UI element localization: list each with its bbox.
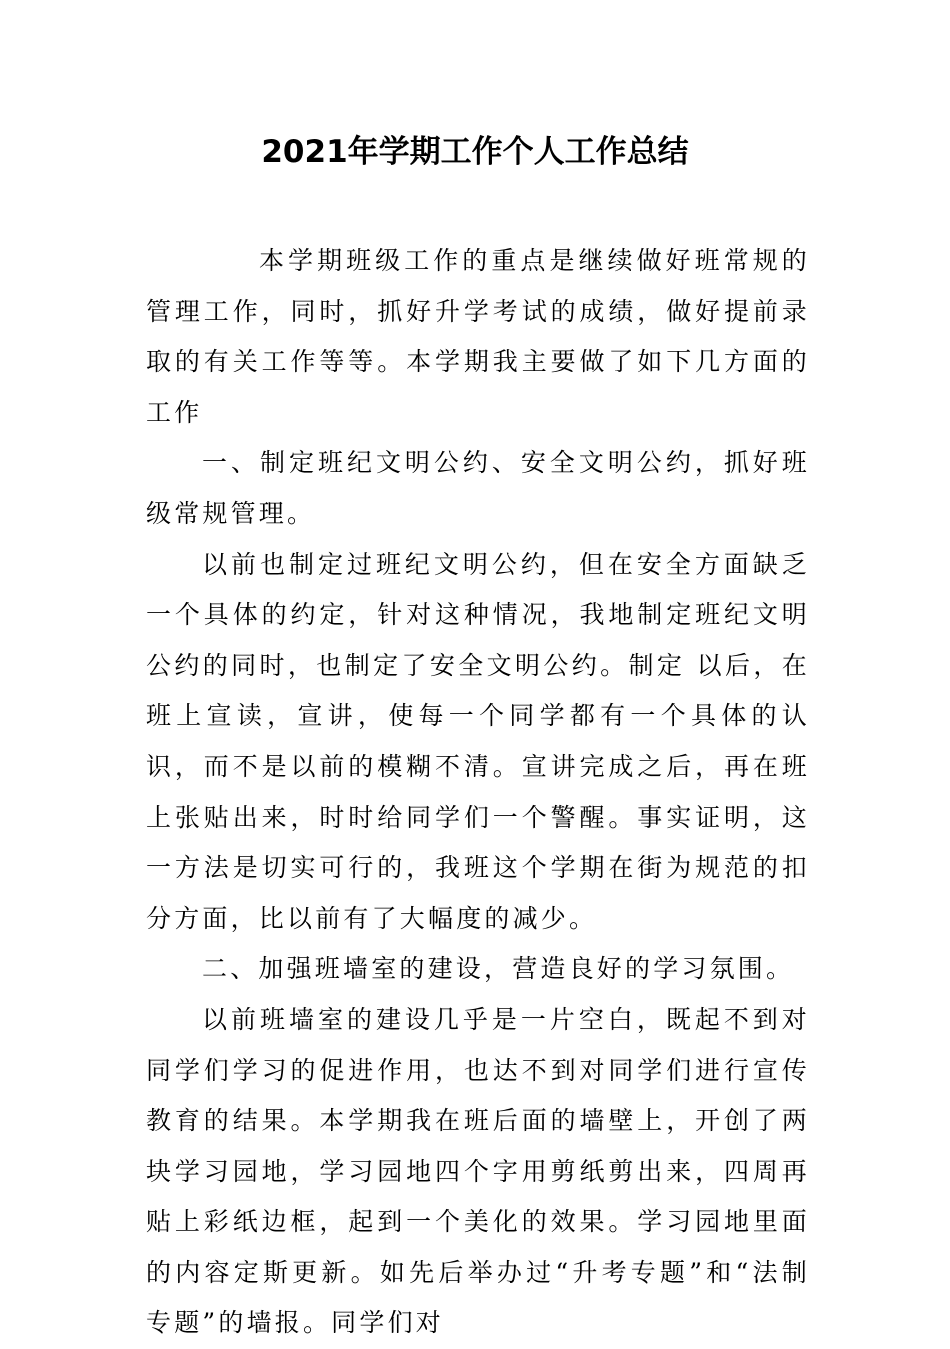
paragraph-section-2: 以前班墙室的建设几乎是一片空白，既起不到对同学们学习的促进作用，也达不到对同学们进行宣传教育的结果。本学期我在班后面的墙壁上，开创了两块学习园地，学习园地四个字用剪纸剪出来，四周再贴上彩纸边框，起到一个美化的效果。学习园地里面的内容定斯更新。如先后举办过“升考专题”和“法制专题”的墙报。同学们对 [146, 1004, 810, 1338]
paragraph-section-1: 以前也制定过班纪文明公约，但在安全方面缺乏一个具体的约定，针对这种情况，我地制定班纪文明公约的同时，也制定了安全文明公约。制定 以后，在班上宣读，宣讲，使每一个同学都有一个具体的认识，而不是以前的模糊不清。宣讲完成之后，再在班上张贴出来，时时给同学们一个警醒。事实证明，这一方法是切实可行的，我班这个学期在街为规范的扣分方面，比以前有了大幅度的减少。 [146, 549, 810, 933]
document-body [146, 236, 810, 1349]
paragraph-intro: 本学期班级工作的重点是继续做好班常规的管理工作，同时，抓好升学考试的成绩，做好提前录取的有关工作等等。本学期我主要做了如下几方面的工作 [146, 246, 810, 427]
section-heading-1: 一、制定班纪文明公约、安全文明公约，抓好班级常规管理。 [146, 448, 810, 528]
document-title: 2021年学期工作个人工作总结 [261, 134, 689, 170]
section-heading-2: 二、加强班墙室的建设，营造良好的学习氛围。 [202, 954, 795, 984]
